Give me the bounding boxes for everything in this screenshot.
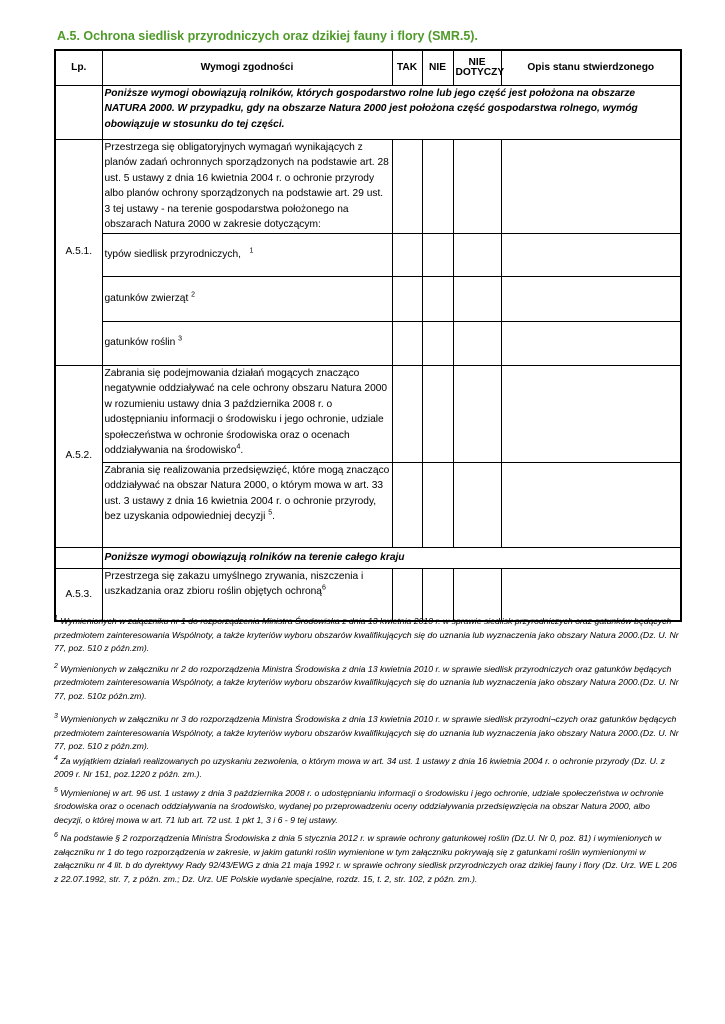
- a51-sub2-opis-cell[interactable]: [501, 276, 681, 321]
- a53-tak-cell[interactable]: [392, 568, 422, 621]
- a52-text2: [102, 462, 392, 547]
- a52-text1-end: .: [240, 445, 244, 456]
- a51-sub-row: [55, 276, 681, 321]
- a51-text: Przestrzega się obligatoryjnych wymagań wynikających z planów zadań ochronnych sporządzonych na podstawie art. 28 ust. 5 ustawy z dnia 16 kwietnia 2004 r. o ochronie przyrody albo planów ochrony sporządzonych na podstawie art. 29 ust. 3 tej ustawy - na terenie gospodarstwa położonego na obszarach Natura 2000 w zakresie dotyczącym:: [102, 139, 392, 233]
- a52-2-opis-cell[interactable]: [501, 462, 681, 547]
- a51-sub1: [102, 233, 392, 276]
- a52-2-nd-cell[interactable]: [453, 462, 501, 547]
- a52-text2-body: Zabrania się realizowania przedsięwzięć, które mogą znacząco oddziaływać na obszar Natura 2000, o którym mowa w art. 33 ust. 3 ustawy z dnia 16 kwietnia 2004 r. o ochronie przyrody, bez uzyskania odpowiedniej decyzji: [104, 464, 390, 522]
- footnote-5-text: Wymienionej w art. 96 ust. 1 ustawy z dnia 3 października 2008 r. o udostępnianiu informacji o środowisku i jego ochronie, udziale społeczeństwa w ochronie środowiska oraz o ocenach oddziaływania na środowisko, wydanej po przeprowadzeniu oceny oddziaływania przedsięwzięcia na obszar Natura 2000, albo decyzji, o której mowa w art. 71 lub art. 72 ust. 1 pkt 1, 3 i 6 - 9 tej ustawy.: [54, 787, 664, 825]
- a51-opis-cell[interactable]: [501, 139, 681, 233]
- a52-1-opis-cell[interactable]: [501, 365, 681, 462]
- a53-opis-cell[interactable]: [501, 568, 681, 621]
- header-wymogi: Wymogi zgodności: [102, 50, 392, 85]
- footnote-2-ref: 2: [54, 662, 58, 670]
- a51-sub3-text: gatunków roślin: [104, 337, 176, 349]
- a52-text1-body: Zabrania się podejmowania działań mogących znacząco negatywnie oddziaływać na cele ochrony obszaru Natura 2000 w rozumieniu ustawy dnia 3 października 2008 r. o udostępnianiu informacji o środowisku i jego ochronie, udziale społeczeństwa w ochronie środowiska oraz o ocenach oddziaływania na środowisko: [104, 367, 388, 456]
- a51-tak-cell[interactable]: [392, 139, 422, 233]
- footnote-ref-3: 3: [178, 335, 183, 343]
- a52-row-1: [55, 365, 681, 462]
- a52-2-tak-cell[interactable]: [392, 462, 422, 547]
- a51-sub-row: [55, 233, 681, 276]
- a53-row: [55, 568, 681, 621]
- a53-text: [102, 568, 392, 621]
- header-nie: NIE: [422, 50, 453, 85]
- a53-text-body: Przestrzega się zakazu umyślnego zrywania, niszczenia i uszkadzania oraz zbioru roślin objętych ochroną: [104, 570, 364, 597]
- header-opis: Opis stanu stwierdzonego: [501, 50, 681, 85]
- empty-lp-cell: [55, 85, 102, 139]
- header-nie-dotyczy-line1: NIE: [468, 56, 486, 68]
- a52-lp: A.5.2.: [55, 365, 102, 547]
- a51-sub2-nd-cell[interactable]: [453, 276, 501, 321]
- natura-note-row: [55, 85, 681, 139]
- footnote-4-text: Za wyjątkiem działań realizowanych po uzyskaniu zezwolenia, o którym mowa w art. 34 ust. 1 ustawy z dnia 16 kwietnia 2004 r. o ochronie przyrody (Dz. U. z 2009 r. Nr 151, poz.1220 z późn. zm.).: [54, 755, 666, 779]
- footnote-1: [54, 615, 680, 656]
- header-tak: TAK: [392, 50, 422, 85]
- country-note-row: [55, 547, 681, 568]
- empty-lp-cell: [55, 547, 102, 568]
- a51-sub2-tak-cell[interactable]: [392, 276, 422, 321]
- footnote-2: [54, 663, 680, 704]
- footnote-ref-1: 1: [249, 247, 254, 255]
- a51-sub2: [102, 276, 392, 321]
- a51-nd-cell[interactable]: [453, 139, 501, 233]
- header-nie-dotyczy: [453, 50, 505, 85]
- a51-sub3-opis-cell[interactable]: [501, 321, 681, 365]
- footnote-4-ref: 4: [54, 754, 58, 762]
- a51-sub1-nie-cell[interactable]: [422, 233, 453, 276]
- a51-sub2-nie-cell[interactable]: [422, 276, 453, 321]
- footnote-6-ref: 6: [54, 832, 58, 840]
- a51-sub3-nie-cell[interactable]: [422, 321, 453, 365]
- a51-sub1-tak-cell[interactable]: [392, 233, 422, 276]
- a51-sub3-tak-cell[interactable]: [392, 321, 422, 365]
- footnote-3-ref: 3: [54, 713, 58, 721]
- a51-lp: A.5.1.: [55, 139, 102, 365]
- a51-sub1-text: typów siedlisk przyrodniczych,: [104, 248, 241, 260]
- section-title: A.5. Ochrona siedlisk przyrodniczych oraz dzikiej fauny i flory (SMR.5).: [57, 29, 478, 43]
- footnote-1-text: Wymienionych w załączniku nr 1 do rozporządzenia Ministra Środowiska z dnia 13 kwietnia 2010 r. w sprawie siedlisk przyrodniczych oraz gatunków będących przedmiotem zainteresowania Wspólnoty, a także kryteriów wyboru obszarów kwalifikujących się do uznania lub wyznaczenia jako obszary Natura 2000.(Dz. U. Nr 77, poz. 510 z późn.zm).: [54, 616, 679, 653]
- footnote-5: [54, 787, 680, 828]
- natura-note: Poniższe wymogi obowiązują rolników, których gospodarstwo rolne lub jego część jest położona na obszarze NATURA 2000. W przypadku, gdy na obszarze Natura 2000 jest położona część gospodarstwa rolnego, wymóg obowiązuje w stosunku do tej części.: [102, 85, 681, 139]
- header-row: [55, 50, 681, 85]
- footnote-2-text: Wymienionych w załączniku nr 2 do rozporządzenia Ministra Środowiska z dnia 13 kwietnia 2010 r. w sprawie siedlisk przyrodniczych oraz gatunków będących przedmiotem zainteresowania Wspólnoty, a także kryteriów wyboru obszarów kwalifikujących się do uznania lub wyznaczenia jako obszary Natura 2000.(Dz. U. Nr 77, poz. 510z późn.zm).: [54, 663, 679, 701]
- a52-row-2: [55, 462, 681, 547]
- header-nie-dotyczy-line2: DOTYCZY: [455, 66, 505, 78]
- footnotes: [54, 615, 680, 886]
- footnote-ref-6: 6: [321, 584, 326, 592]
- footnote-ref-4: 4: [236, 443, 241, 451]
- a51-sub1-opis-cell[interactable]: [501, 233, 681, 276]
- footnote-3-text: Wymienionych w załączniku nr 3 do rozporządzenia Ministra Środowiska z dnia 13 kwietnia 2010 r. w sprawie siedlisk przyrodni¬czych oraz gatunków będących przedmiotem zainteresowania Wspólnoty, a także kryteriów wyboru obszarów kwalifikujących się do uznania lub wyznaczenia jako obszary Natura 2000.(Dz. U. Nr 77, poz. 510 z późn.zm).: [54, 714, 679, 751]
- a52-text2-end: .: [272, 511, 275, 522]
- footnote-6-text: Na podstawie § 2 rozporządzenia Ministra Środowiska z dnia 5 stycznia 2012 r. w sprawie ochrony gatunkowej roślin (Dz.U. Nr 0, poz. 81) i wymienionych w załączniku nr 1 do tego rozporządzenia w zakresie, w jakim gatunki roślin wymienione w tym załączniku pokrywają się z gatunkami roślin wymienionymi w załączniku nr 4 lit. b do dyrektywy Rady 92/43/EWG z dnia 21 maja 1992 r. w sprawie ochrony siedlisk przyrodniczych oraz dzikiej fauny i flory (Dz. Urz. WE L 206 z 22.07.1992, str. 7, z późn. zm.; Dz. Urz. UE Polskie wydanie specjalne, rozdz. 15, t. 2, str. 102, z późn. zm.).: [54, 833, 677, 884]
- a52-1-nie-cell[interactable]: [422, 365, 453, 462]
- a51-main-row: [55, 139, 681, 233]
- a52-1-tak-cell[interactable]: [392, 365, 422, 462]
- a53-nd-cell[interactable]: [453, 568, 501, 621]
- footnote-ref-5: 5: [268, 509, 273, 517]
- footnote-6: [54, 832, 680, 886]
- a51-nie-cell[interactable]: [422, 139, 453, 233]
- a51-sub3: [102, 321, 392, 365]
- footnote-1-ref: 1: [54, 615, 58, 623]
- a51-sub-row: [55, 321, 681, 365]
- a51-sub2-text: gatunków zwierząt: [104, 292, 189, 304]
- requirements-table: [54, 49, 682, 622]
- a53-nie-cell[interactable]: [422, 568, 453, 621]
- a52-2-nie-cell[interactable]: [422, 462, 453, 547]
- a51-sub3-nd-cell[interactable]: [453, 321, 501, 365]
- a53-lp: A.5.3.: [55, 568, 102, 621]
- footnote-4: [54, 755, 680, 782]
- a51-sub1-nd-cell[interactable]: [453, 233, 501, 276]
- footnote-ref-2: 2: [191, 291, 196, 299]
- country-note: Poniższe wymogi obowiązują rolników na terenie całego kraju: [102, 547, 681, 568]
- a52-text1: [102, 365, 392, 462]
- footnote-5-ref: 5: [54, 786, 58, 794]
- header-lp: Lp.: [55, 50, 102, 85]
- a52-1-nd-cell[interactable]: [453, 365, 501, 462]
- footnote-3: [54, 713, 680, 754]
